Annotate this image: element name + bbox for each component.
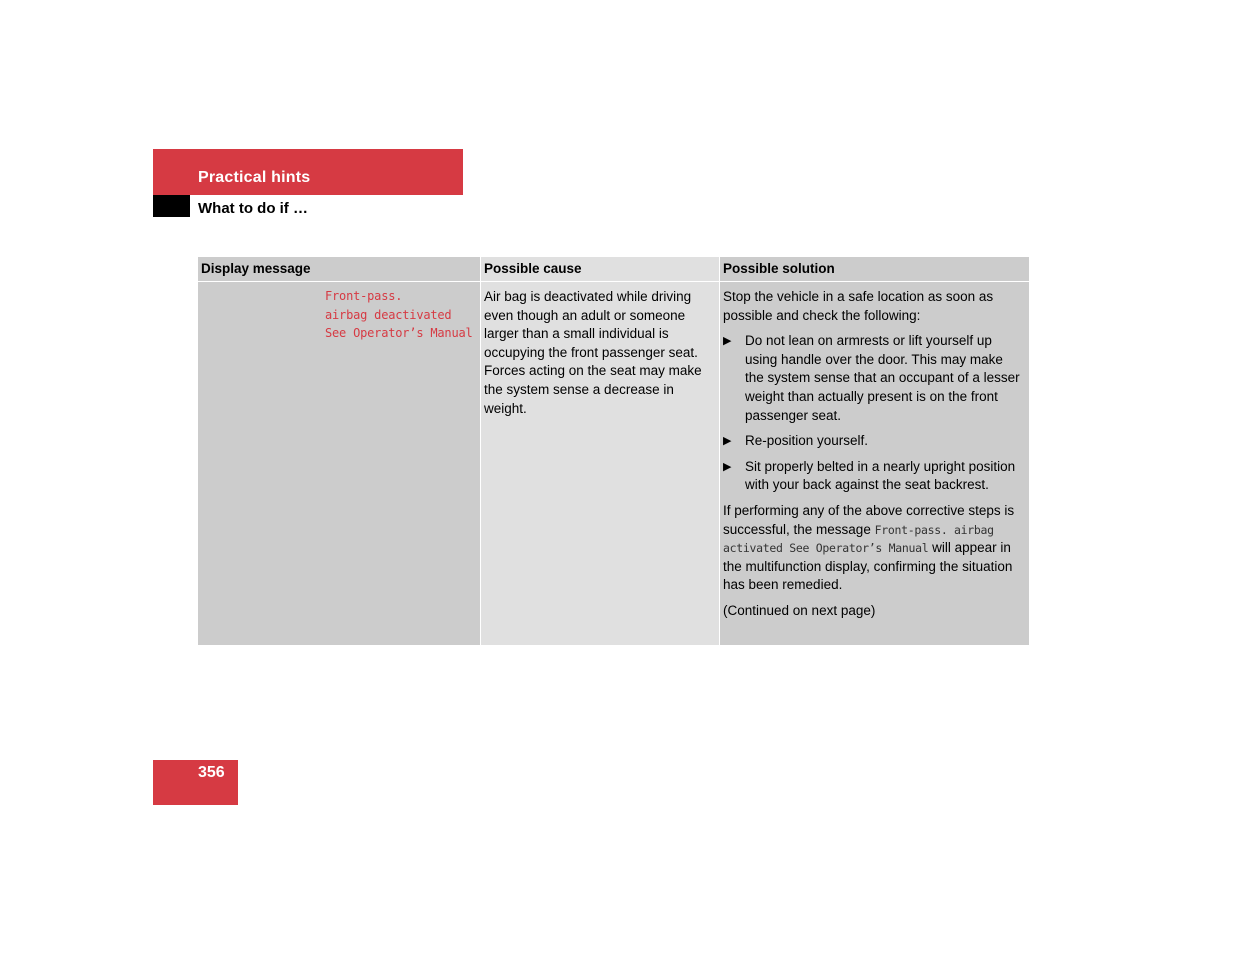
solution-step-text: Sit properly belted in a nearly upright position with your back against the seat backrest. [745,458,1016,493]
possible-solution-body [720,282,1029,621]
continued-note: (Continued on next page) [723,602,876,618]
display-message-column [198,257,480,645]
solution-step [723,332,1025,425]
triangle-bullet-icon: ▶ [723,335,732,348]
solution-intro: Stop the vehicle in a safe location as soon as possible and check the following: [723,289,994,323]
solution-step-text: Re-position yourself. [745,433,869,449]
solution-result-before: If performing any of the above corrective steps is successful, the message [723,502,1015,537]
possible-solution-header: Possible solution [720,257,1029,282]
solution-result [723,502,1025,595]
solution-step [723,432,1025,451]
solution-step [723,458,1025,495]
section-title: Practical hints [198,169,311,186]
display-message-header: Display message [198,257,480,282]
possible-cause-text: Air bag is deactivated while driving even though an adult or someone larger than a small individual is occupying the front passenger seat. Forces acting on the seat may make the system sense a decrease in weight. [484,289,702,416]
display-message-text: Front-pass. airbag deactivated See Operator’s Manual [325,289,473,341]
subsection-title: What to do if … [198,200,308,217]
solution-result-message: Front-pass. airbag activated See Operator’s Manual [723,522,994,556]
solution-step-text: Do not lean on armrests or lift yourself up using handle over the door. This may make the system sense that an occupant of a lesser weight than actually present is on the front passenger seat. [745,333,1020,423]
triangle-bullet-icon: ▶ [723,435,732,448]
possible-cause-header: Possible cause [481,257,719,282]
page-number: 356 [198,764,225,781]
possible-solution-column [720,257,1029,645]
triangle-bullet-icon: ▶ [723,460,732,473]
possible-cause-column [481,257,719,645]
section-marker [153,195,190,217]
page-number-tab [153,760,238,805]
solution-result-after: will appear in the multifunction display, confirming the situation has been remedied. [723,540,1013,593]
